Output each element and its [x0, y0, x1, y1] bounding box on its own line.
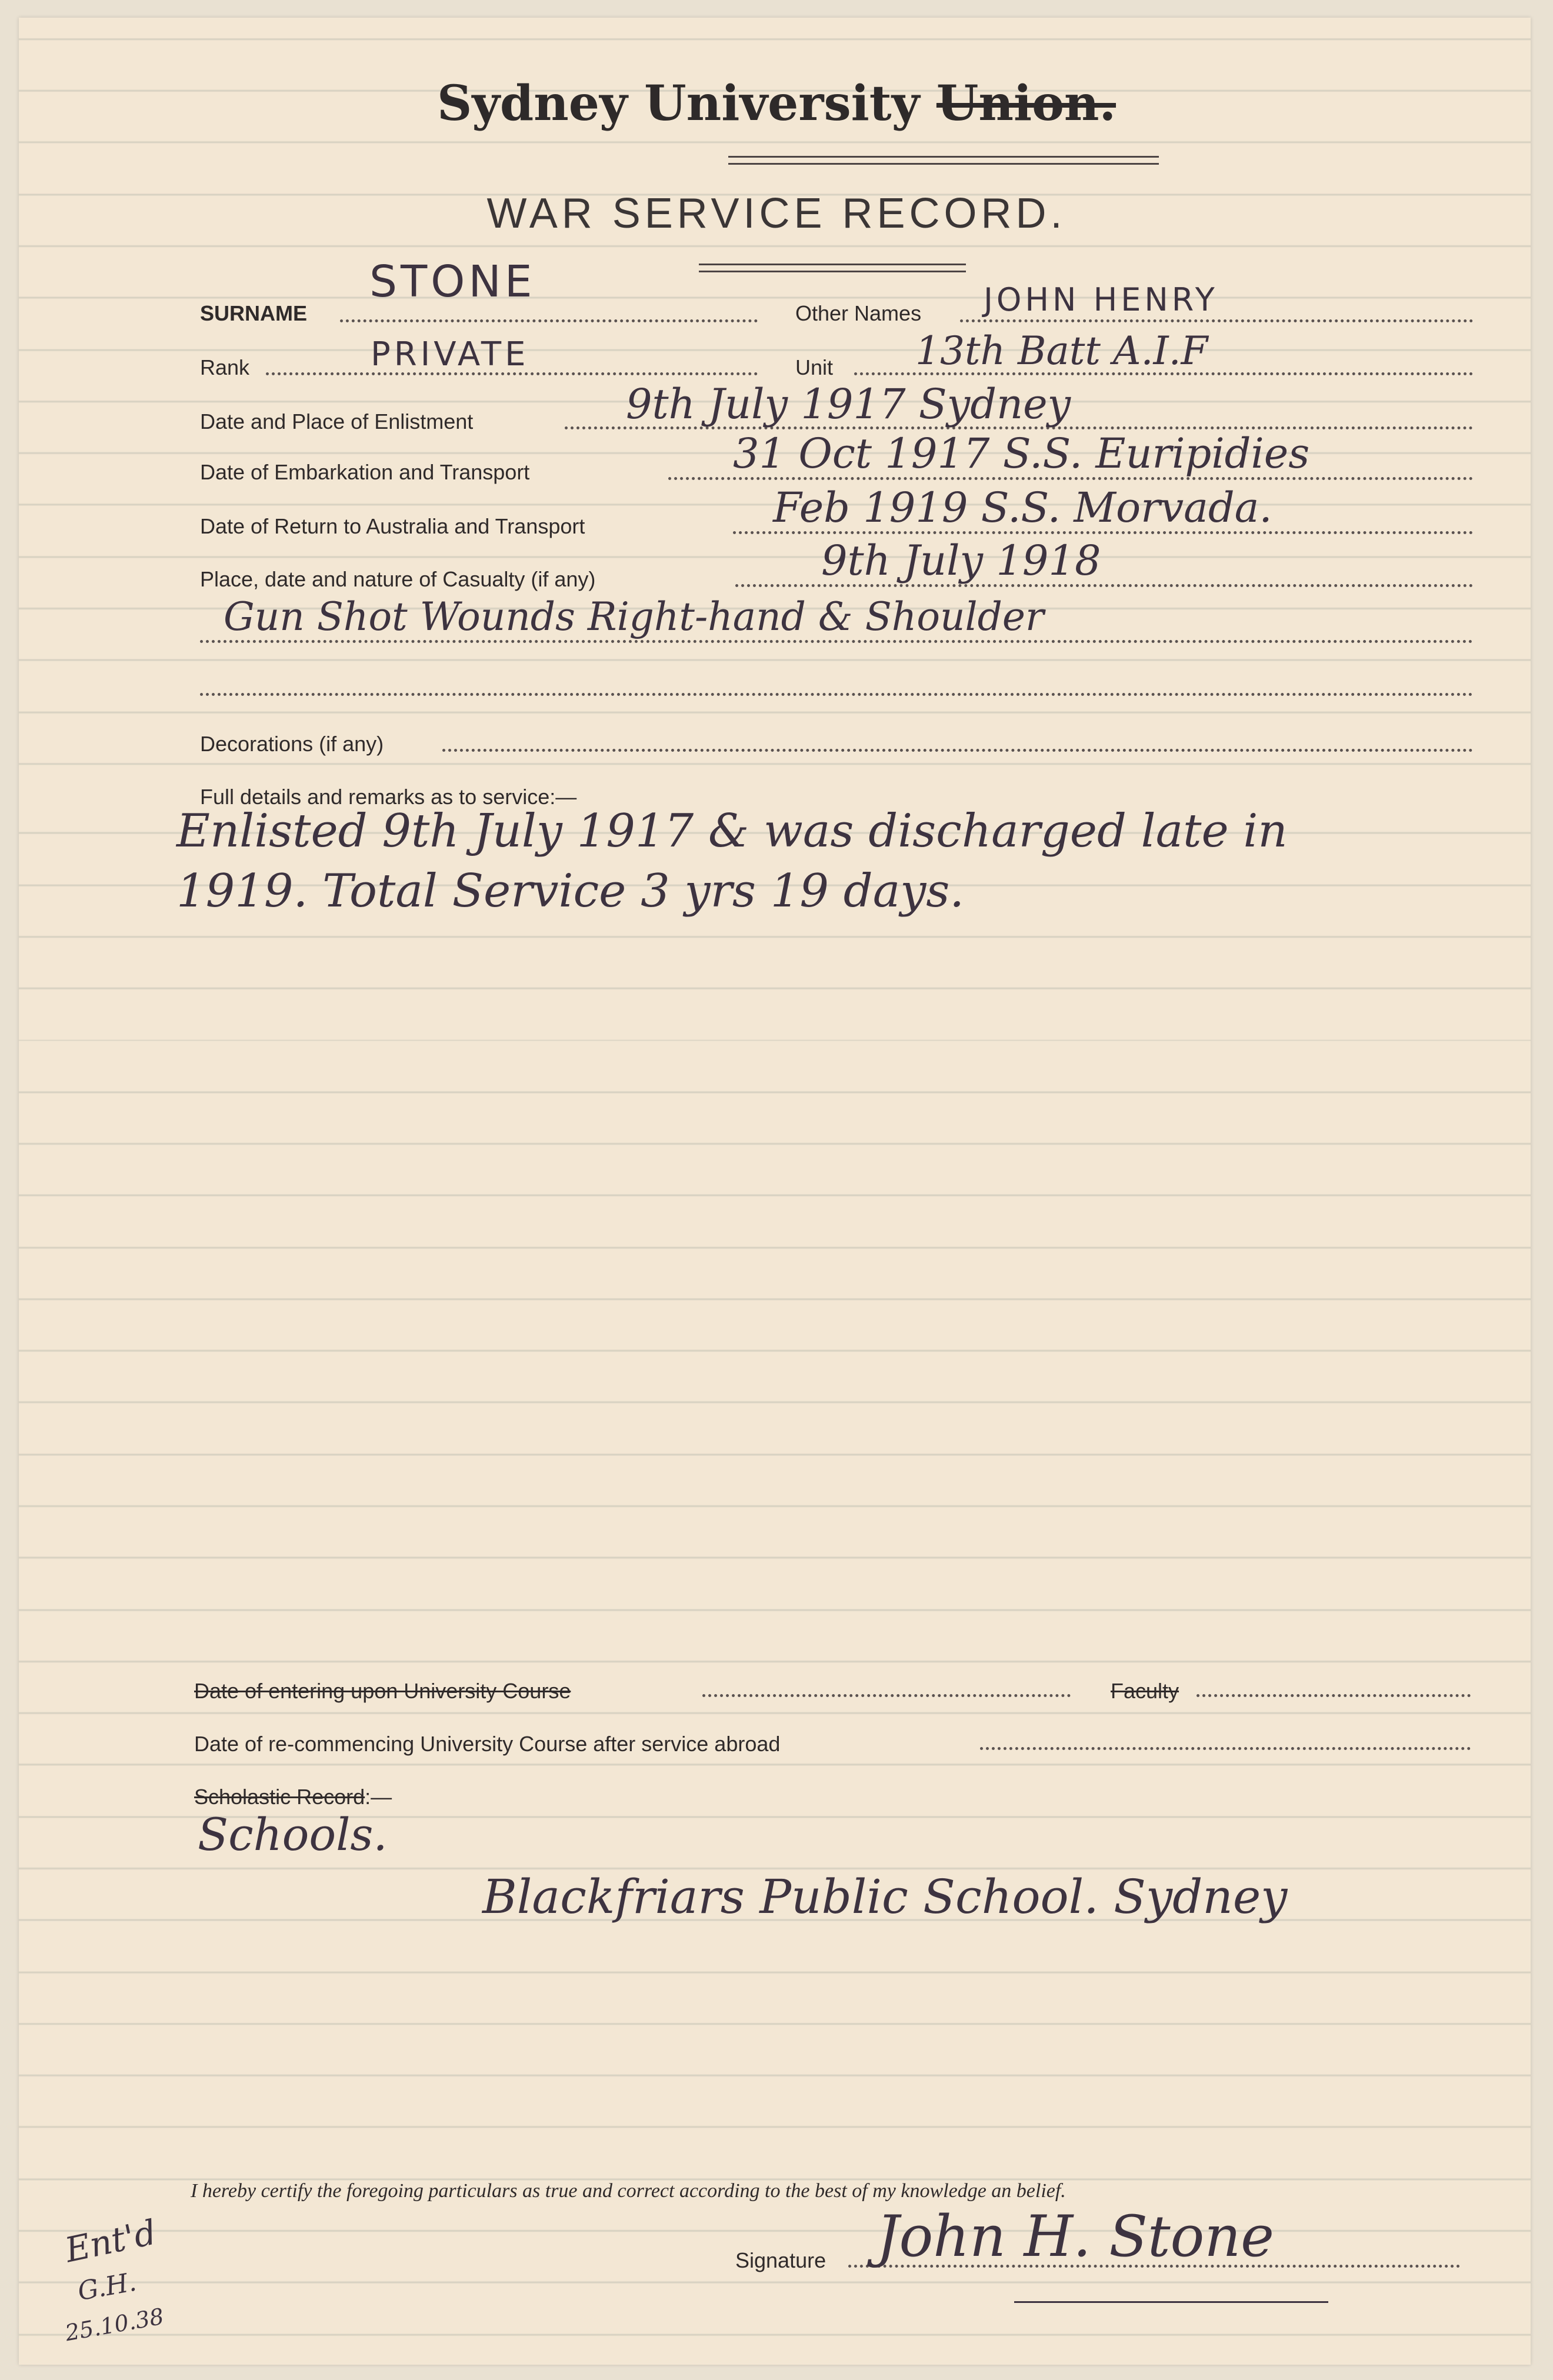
title-underline-1: [728, 156, 1159, 158]
surname-value: STONE: [369, 256, 536, 307]
scholastic-label: [194, 1785, 392, 1809]
margin-note-entered: Ent'd: [61, 2212, 160, 2271]
embarkation-value: 31 Oct 1917 S.S. Euripidies: [733, 429, 1310, 478]
document-subtitle: WAR SERVICE RECORD.: [486, 190, 1067, 237]
scholastic-label-text: Scholastic Record: [194, 1785, 365, 1809]
other-names-label: Other Names: [795, 301, 922, 325]
casualty-label: Place, date and nature of Casualty (if any): [200, 567, 596, 591]
enlistment-value: 9th July 1917 Sydney: [626, 380, 1071, 428]
rank-label: Rank: [200, 355, 250, 379]
decorations-label: Decorations (if any): [200, 732, 384, 756]
recommencing-label: Date of re-commencing University Course after service abroad: [194, 1732, 781, 1756]
subtitle-underline-2: [699, 271, 966, 272]
other-names-value: JOHN HENRY: [984, 281, 1218, 318]
surname-dots: [340, 319, 758, 322]
subtitle-underline-1: [699, 264, 966, 265]
scholastic-suffix: :—: [365, 1785, 392, 1809]
signature-value: John H. Stone: [877, 2204, 1274, 2269]
title-struck-word: Union.: [936, 75, 1117, 132]
casualty-dots-3: [200, 693, 1473, 696]
remarks-line-2: 1919. Total Service 3 yrs 19 days.: [176, 865, 965, 918]
casualty-value-2: Gun Shot Wounds Right-hand & Shoulder: [224, 594, 1044, 639]
entering-course-label: [194, 1679, 571, 1704]
certify-text: I hereby certify the foregoing particulars as true and correct according to the best of my knowledge an belief.: [191, 2180, 1066, 2202]
document-title: [0, 75, 1553, 132]
return-label: Date of Return to Australia and Transport: [200, 514, 585, 538]
entering-course-label-text: Date of entering upon University Course: [194, 1679, 571, 1703]
remarks-line-1: Enlisted 9th July 1917 & was discharged late in: [176, 805, 1288, 858]
decorations-dots: [442, 749, 1473, 752]
recommencing-dots: [980, 1747, 1471, 1750]
rank-value: PRIVATE: [371, 335, 529, 374]
casualty-dots-2: [200, 640, 1473, 643]
school-name: Blackfriars Public School. Sydney: [482, 1869, 1288, 1924]
other-names-dots: [960, 319, 1473, 322]
casualty-value: 9th July 1918: [821, 536, 1101, 585]
faculty-label-text: Faculty: [1111, 1679, 1179, 1703]
title-university: Sydney University: [436, 75, 920, 132]
surname-label: SURNAME: [200, 301, 308, 325]
faculty-dots: [1197, 1694, 1471, 1697]
faculty-label: [1111, 1679, 1179, 1704]
unit-label: Unit: [795, 355, 834, 379]
title-underline-2: [728, 163, 1159, 165]
remarks-label: Full details and remarks as to service:—: [200, 785, 577, 809]
signature-label: Signature: [735, 2248, 827, 2272]
schools-value: Schools.: [198, 1808, 388, 1861]
entering-course-dots: [702, 1694, 1071, 1697]
return-value: Feb 1919 S.S. Morvada.: [773, 484, 1272, 532]
margin-note-initials: G.H.: [75, 2266, 139, 2307]
margin-note-date: 25.10.38: [63, 2303, 166, 2346]
signature-flourish: [1014, 2301, 1328, 2303]
unit-value: 13th Batt A.I.F: [915, 328, 1208, 374]
embarkation-label: Date of Embarkation and Transport: [200, 460, 530, 484]
enlistment-label: Date and Place of Enlistment: [200, 409, 474, 434]
